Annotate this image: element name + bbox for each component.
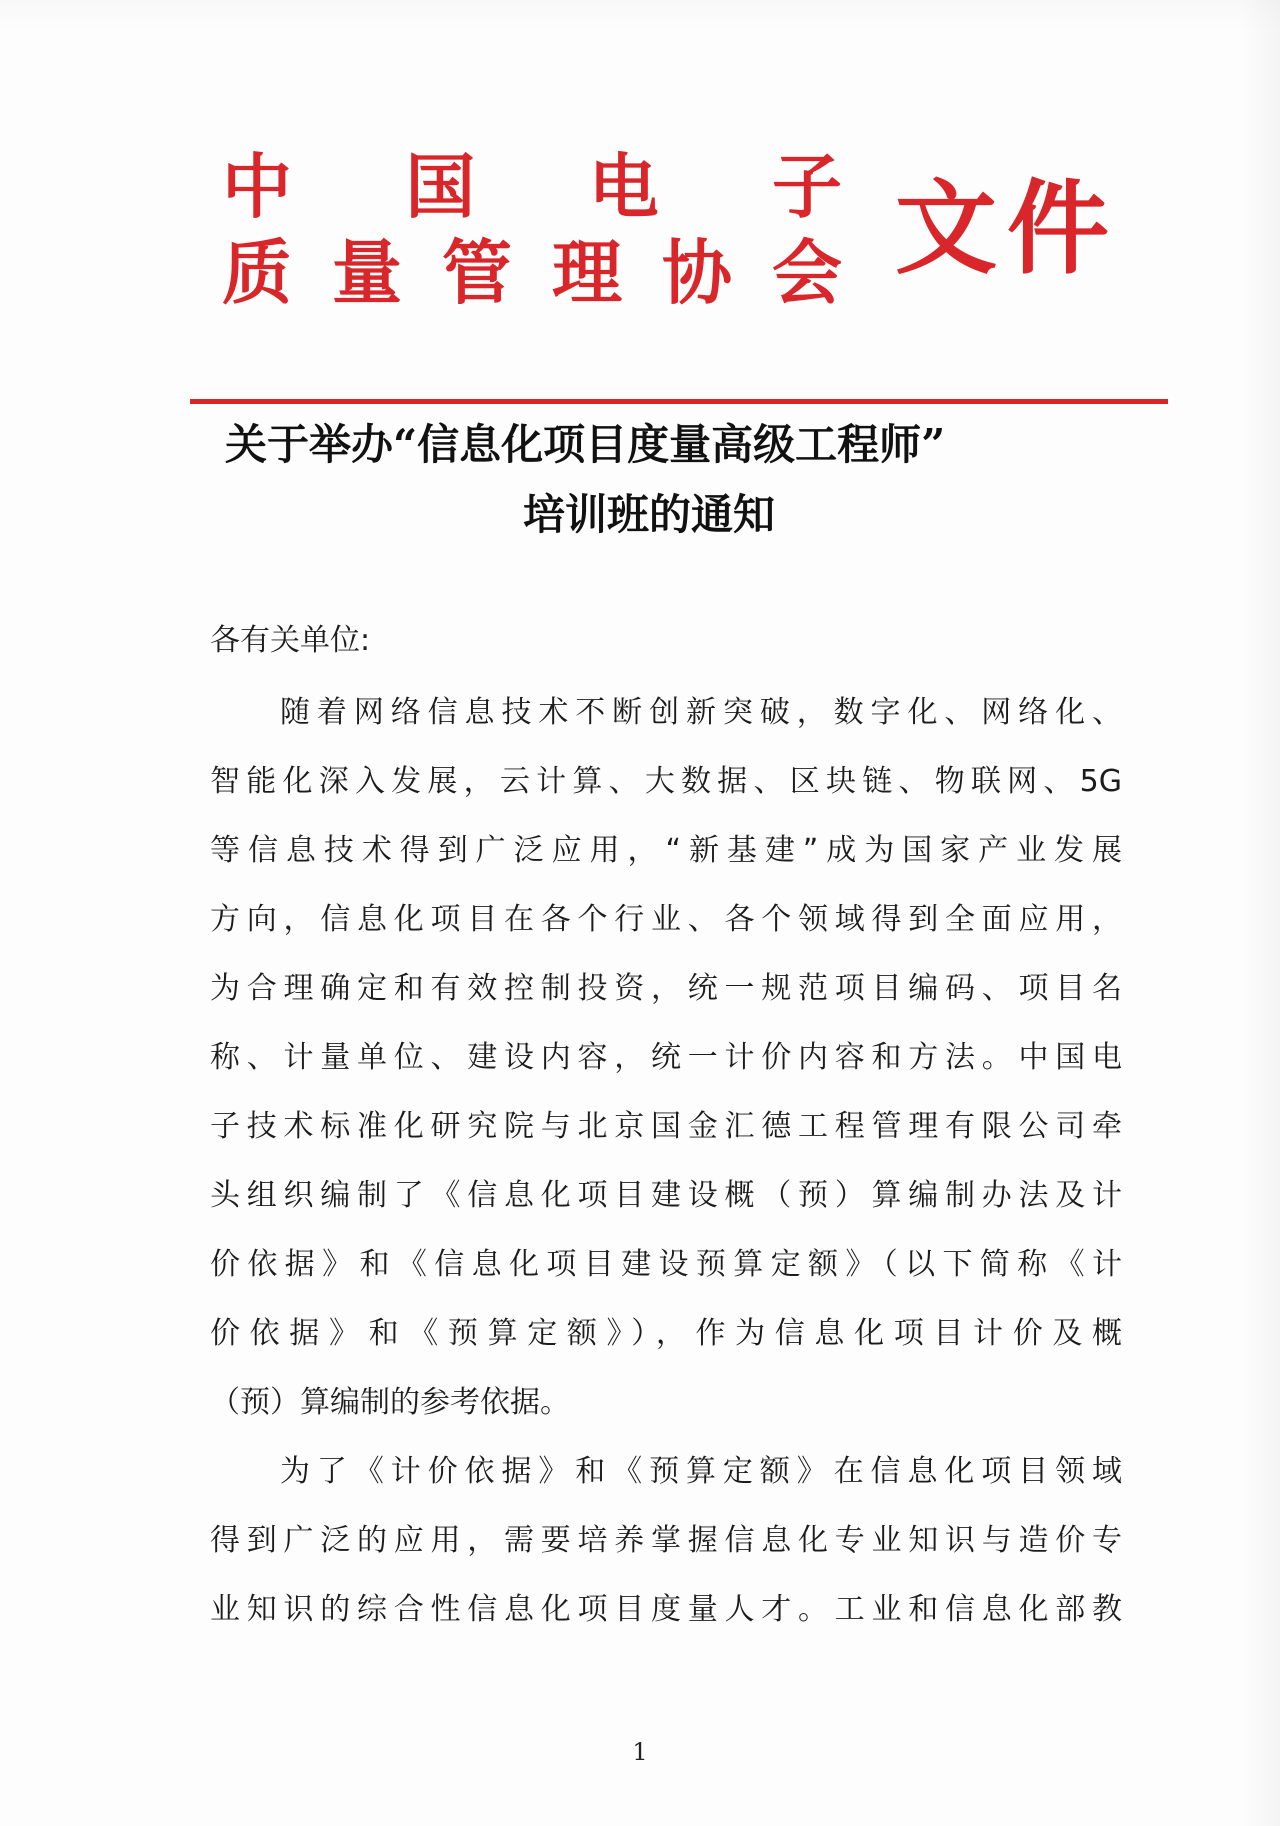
body-line: 头组织编制了《信息化项目建设概（预）算编制办法及计 [210, 1178, 1122, 1213]
notice-title-line-1: 关于举办“信息化项目度量高级工程师” [225, 420, 946, 469]
body-line: （预）算编制的参考依据。 [210, 1385, 570, 1420]
org-name-line-2 [222, 231, 842, 314]
org-char: 理 [552, 231, 622, 314]
org-char: 量 [332, 231, 402, 314]
body-line: 价依据》和《预算定额》），作为信息化项目计价及概 [210, 1316, 1122, 1351]
body-line: 智能化深入发展，云计算、大数据、区块链、物联网、5G [210, 764, 1122, 799]
body-line: 子技术标准化研究院与北京国金汇德工程管理有限公司牵 [210, 1109, 1122, 1144]
body-line: 方向，信息化项目在各个行业、各个领域得到全面应用， [210, 902, 1122, 937]
org-char: 协 [662, 231, 732, 314]
org-char: 管 [442, 231, 512, 314]
body-line: 称、计量单位、建设内容，统一计价内容和方法。中国电 [210, 1040, 1122, 1075]
body-line: 随着网络信息技术不断创新突破，数字化、网络化、 [280, 695, 1122, 730]
org-char: 中 [222, 145, 292, 228]
notice-title-line-2: 培训班的通知 [523, 490, 776, 539]
org-name-line-1 [222, 145, 842, 228]
scan-shading-top [0, 0, 1280, 30]
red-divider [190, 399, 1168, 404]
org-char: 国 [405, 145, 476, 228]
salutation: 各有关单位: [210, 623, 371, 658]
body-line: 为了《计价依据》和《预算定额》在信息化项目领域 [280, 1454, 1122, 1489]
org-char: 子 [771, 145, 842, 228]
body-line: 为合理确定和有效控制投资，统一规范项目编码、项目名 [210, 971, 1122, 1006]
document-word: 文件 [895, 169, 1119, 289]
org-char: 质 [222, 231, 292, 314]
body-line: 得到广泛的应用，需要培养掌握信息化专业知识与造价专 [210, 1523, 1122, 1558]
body-line: 价依据》和《信息化项目建设预算定额》（以下简称《计 [210, 1247, 1122, 1282]
body-line: 业知识的综合性信息化项目度量人才。工业和信息化部教 [210, 1592, 1122, 1627]
org-char: 会 [772, 231, 842, 314]
scan-shading [1240, 0, 1280, 1826]
body-line: 等信息技术得到广泛应用，“新基建”成为国家产业发展 [210, 833, 1122, 868]
org-char: 电 [588, 145, 659, 228]
page-number: 1 [632, 1738, 648, 1766]
